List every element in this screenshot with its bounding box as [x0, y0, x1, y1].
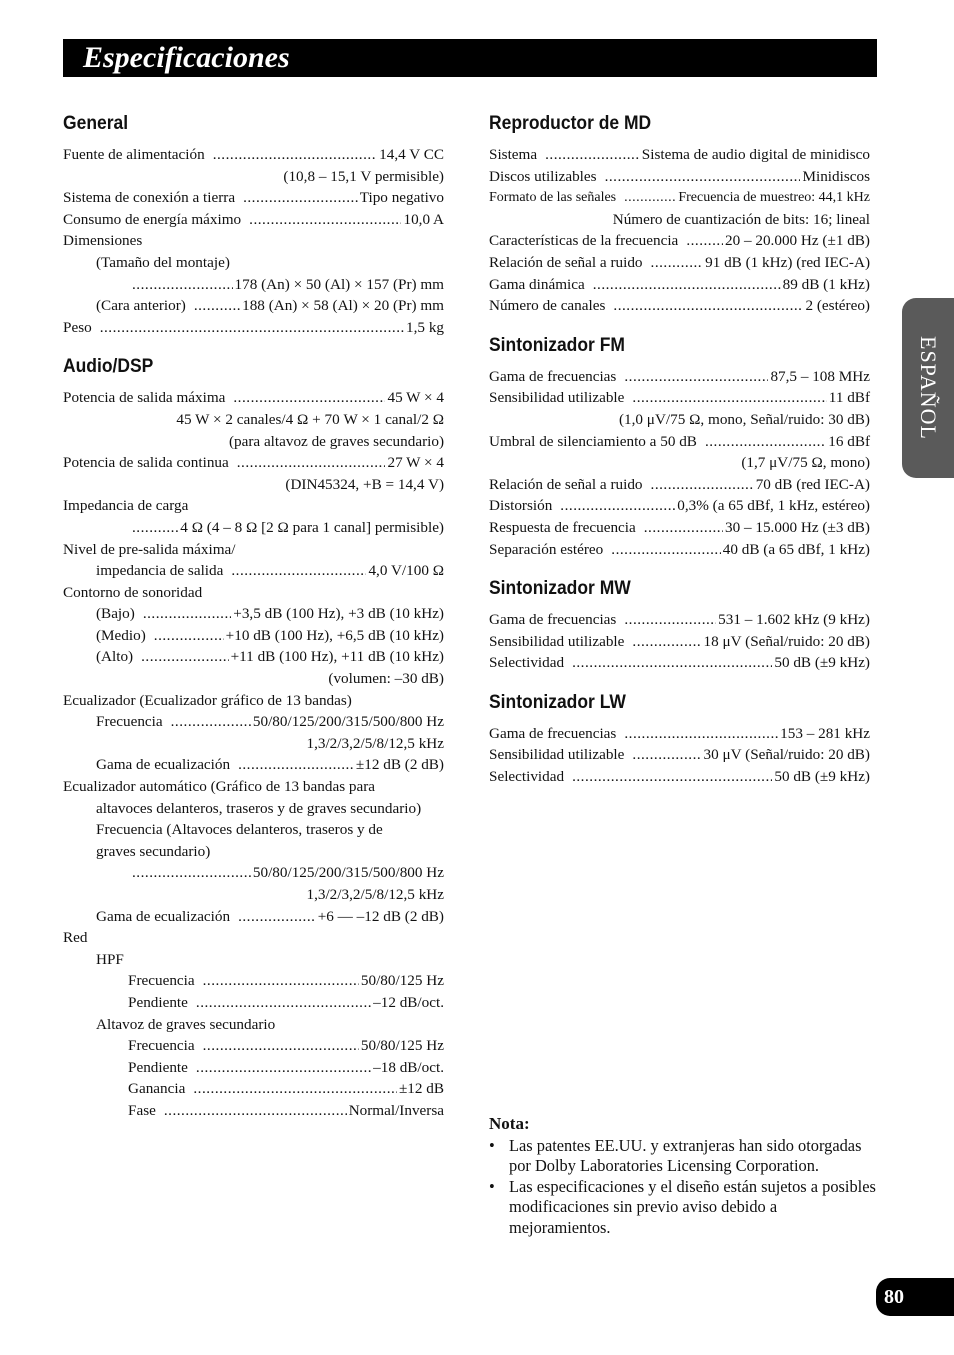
spec-continuation: (volumen: –30 dB)	[328, 670, 444, 688]
dot-leader	[154, 625, 224, 647]
spec-row	[63, 754, 444, 776]
section-title: Sintonizador LW	[489, 691, 626, 713]
spec-value: 16 dBf	[828, 432, 870, 450]
spec-label: Respuesta de frecuencia	[489, 518, 636, 536]
dot-leader	[632, 744, 701, 766]
section-title: General	[63, 113, 129, 134]
spec-row	[63, 295, 444, 317]
spec-value: +11 dB (100 Hz), +11 dB (10 kHz)	[230, 648, 444, 666]
spec-label: (Bajo)	[96, 605, 135, 623]
spec-label: Sensibilidad utilizable	[489, 632, 625, 650]
spec-value: 30 – 15.000 Hz (±3 dB)	[724, 518, 870, 536]
spec-row	[489, 366, 870, 388]
dot-leader	[171, 711, 251, 733]
spec-list	[489, 144, 870, 317]
spec-label: (Medio)	[96, 626, 146, 644]
spec-value: Tipo negativo	[359, 189, 444, 207]
dot-leader	[203, 970, 359, 992]
spec-heading: Altavoz de graves secundario	[96, 1015, 276, 1033]
dot-leader	[651, 252, 704, 274]
spec-label: Distorsión	[489, 497, 553, 515]
spec-label: Formato de las señales	[489, 190, 617, 206]
spec-heading: Ecualizador (Ecualizador gráfico de 13 bandas)	[63, 691, 352, 709]
spec-row	[489, 766, 870, 788]
spec-row	[63, 452, 444, 474]
spec-value: 87,5 – 108 MHz	[770, 367, 870, 385]
spec-heading: (Tamaño del montaje)	[96, 253, 230, 271]
spec-row	[489, 387, 870, 409]
spec-row	[489, 723, 870, 745]
spec-label: Separación estéreo	[489, 540, 604, 558]
spec-label: Pendiente	[128, 993, 188, 1011]
spec-label: Discos utilizables	[489, 167, 597, 185]
spec-value: 4,0 V/100 Ω	[368, 562, 444, 580]
spec-continuation: (1,0 μV/75 Ω, mono, Señal/ruido: 30 dB)	[618, 410, 870, 428]
spec-row	[63, 560, 444, 582]
spec-label: Número de canales	[489, 297, 606, 315]
spec-label: Relación de señal a ruido	[489, 475, 643, 493]
spec-list	[489, 366, 870, 560]
spec-value: 27 W × 4	[387, 454, 444, 472]
spec-heading: Nivel de pre-salida máxima/	[63, 540, 236, 558]
spec-value: –18 dB/oct.	[373, 1058, 444, 1076]
dot-leader	[651, 474, 754, 496]
spec-row	[489, 517, 870, 539]
spec-list	[489, 723, 870, 788]
spec-value: Sistema de audio digital de minidisco	[641, 146, 870, 163]
dot-leader	[572, 766, 772, 788]
spec-label: Umbral de silenciamiento a 50 dB	[489, 432, 697, 450]
spec-heading: Red	[63, 929, 88, 947]
spec-value: 4 Ω (4 – 8 Ω [2 Ω para 1 canal] permisible)	[180, 518, 444, 536]
spec-value: 40 dB (a 65 dBf, 1 kHz)	[722, 540, 870, 558]
spec-label: Pendiente	[128, 1058, 188, 1076]
spec-label: Fase	[128, 1101, 156, 1119]
dot-leader	[632, 387, 826, 409]
dot-leader	[164, 1100, 347, 1122]
spec-list	[63, 144, 444, 338]
spec-value: Normal/Inversa	[348, 1101, 444, 1119]
spec-label: Frecuencia	[128, 1037, 195, 1055]
note-text: Las especificaciones y el diseño están sujetos a posibles modificaciones sin previo aviso debido a mejoramientos.	[509, 1176, 876, 1237]
dot-leader	[624, 609, 716, 631]
spec-value: +6 — –12 dB (2 dB)	[317, 907, 444, 925]
spec-label: Gama dinámica	[489, 275, 585, 293]
spec-value: Minidiscos	[802, 167, 870, 185]
section-mw	[489, 577, 870, 674]
dot-leader	[611, 539, 721, 561]
spec-label: Frecuencia	[96, 713, 163, 731]
bullet-icon: •	[489, 1135, 495, 1155]
spec-label: Gama de frecuencias	[489, 367, 617, 385]
dot-leader	[132, 274, 233, 296]
spec-label: Sistema	[489, 146, 538, 163]
spec-row	[489, 187, 870, 209]
dot-leader	[572, 652, 772, 674]
language-tab-label: ESPAÑOL	[916, 336, 941, 440]
dot-leader	[194, 295, 240, 317]
spec-label: Gama de ecualización	[96, 907, 231, 925]
spec-row	[489, 144, 870, 166]
spec-value: +3,5 dB (100 Hz), +3 dB (10 kHz)	[233, 605, 444, 623]
spec-row	[489, 744, 870, 766]
spec-value: 50/80/125/200/315/500/800 Hz	[252, 713, 444, 731]
spec-row	[63, 517, 444, 539]
right-column	[489, 112, 870, 805]
dot-leader	[143, 603, 231, 625]
dot-leader	[705, 431, 826, 453]
page-number: 80	[876, 1278, 954, 1316]
spec-value: 50/80/125/200/315/500/800 Hz	[252, 864, 444, 882]
spec-heading: HPF	[96, 950, 124, 968]
left-column	[63, 112, 444, 1139]
spec-label: Consumo de energía máximo	[63, 210, 242, 228]
spec-value: –12 dB/oct.	[373, 993, 444, 1011]
spec-value: +10 dB (100 Hz), +6,5 dB (10 kHz)	[225, 626, 444, 644]
spec-label: Gama de ecualización	[96, 756, 231, 774]
spec-row	[489, 495, 870, 517]
dot-leader	[605, 166, 801, 188]
spec-continuation: 45 W × 2 canales/4 Ω + 70 W × 1 canal/2 Ω	[176, 410, 444, 428]
spec-label: Fuente de alimentación	[63, 146, 205, 163]
spec-continuation: (DIN45324, +B = 14,4 V)	[285, 475, 444, 493]
section-general	[63, 112, 444, 338]
spec-label: Ganancia	[128, 1080, 186, 1098]
dot-leader	[624, 366, 768, 388]
dot-leader	[231, 560, 366, 582]
spec-list	[489, 609, 870, 674]
spec-heading: Dimensiones	[63, 232, 143, 250]
spec-value: ±12 dB	[398, 1080, 444, 1098]
dot-leader	[233, 387, 385, 409]
spec-row	[489, 274, 870, 296]
dot-leader	[237, 452, 386, 474]
spec-label: Gama de frecuencias	[489, 611, 617, 629]
spec-value: 45 W × 4	[387, 389, 444, 407]
spec-heading: Ecualizador automático (Gráfico de 13 bandas para	[63, 778, 376, 796]
dot-leader	[196, 1057, 371, 1079]
spec-label: impedancia de salida	[96, 562, 224, 580]
spec-row	[63, 970, 444, 992]
dot-leader	[545, 144, 640, 166]
spec-value: 2 (estéreo)	[805, 297, 870, 315]
spec-row	[489, 431, 870, 453]
spec-row	[63, 862, 444, 884]
dot-leader	[632, 631, 701, 653]
spec-row	[489, 609, 870, 631]
spec-label: Sistema de conexión a tierra	[63, 189, 236, 207]
spec-continuation: (10,8 – 15,1 V permisible)	[283, 167, 444, 185]
spec-row	[63, 1057, 444, 1079]
section-title: Audio/DSP	[63, 356, 154, 378]
spec-value: 91 dB (1 kHz) (red IEC-A)	[705, 253, 870, 271]
dot-leader	[141, 646, 228, 668]
dot-leader	[243, 187, 358, 209]
note-item	[489, 1136, 879, 1177]
spec-label: Sensibilidad utilizable	[489, 389, 625, 407]
spec-heading: Contorno de sonoridad	[63, 583, 203, 601]
dot-leader	[132, 517, 178, 539]
spec-row	[63, 711, 444, 733]
language-tab	[902, 298, 954, 478]
spec-label: Peso	[63, 318, 92, 336]
spec-value: Frecuencia de muestreo: 44,1 kHz	[678, 190, 870, 206]
note-text: Las patentes EE.UU. y extranjeras han sido otorgadas por Dolby Laboratories Licensing Corporation.	[509, 1135, 862, 1176]
spec-row	[63, 625, 444, 647]
spec-row	[63, 144, 444, 166]
note-block	[489, 1114, 879, 1239]
dot-leader	[624, 723, 778, 745]
section-title: Reproductor de MD	[489, 113, 652, 134]
spec-label: Características de la frecuencia	[489, 232, 679, 250]
spec-label: Frecuencia	[128, 972, 195, 990]
spec-value: 30 μV (Señal/ruido: 20 dB)	[703, 746, 870, 764]
dot-leader	[238, 754, 354, 776]
dot-leader	[624, 187, 676, 209]
note-list	[489, 1136, 879, 1239]
spec-label: Potencia de salida máxima	[63, 389, 226, 407]
spec-label: Sensibilidad utilizable	[489, 746, 625, 764]
spec-heading: Impedancia de carga	[63, 497, 189, 515]
section-audio-dsp	[63, 355, 444, 1121]
spec-heading: altavoces delanteros, traseros y de graves secundario)	[96, 799, 422, 817]
spec-value: ±12 dB (2 dB)	[355, 756, 444, 774]
spec-row	[63, 1100, 444, 1122]
dot-leader	[132, 862, 251, 884]
spec-row	[63, 387, 444, 409]
spec-row	[63, 906, 444, 928]
dot-leader	[686, 230, 723, 252]
spec-label: (Alto)	[96, 648, 134, 666]
spec-value: 531 – 1.602 kHz (9 kHz)	[718, 611, 870, 629]
spec-row	[489, 166, 870, 188]
spec-value: 50 dB (±9 kHz)	[774, 768, 870, 786]
dot-leader	[238, 906, 316, 928]
spec-value: 50 dB (±9 kHz)	[774, 654, 870, 672]
spec-row	[63, 992, 444, 1014]
section-lw	[489, 691, 870, 788]
spec-value: 0,3% (a 65 dBf, 1 kHz, estéreo)	[677, 497, 870, 515]
section-md	[489, 112, 870, 317]
spec-row	[489, 230, 870, 252]
spec-continuation: 1,3/2/3,2/5/8/12,5 kHz	[306, 886, 444, 903]
note-title: Nota:	[489, 1114, 530, 1133]
spec-value: 11 dBf	[828, 389, 870, 407]
note-item	[489, 1177, 879, 1239]
bullet-icon: •	[489, 1176, 495, 1196]
spec-continuation: Número de cuantización de bits: 16; lineal	[612, 210, 870, 228]
spec-value: 20 – 20.000 Hz (±1 dB)	[724, 232, 870, 250]
spec-value: 153 – 281 kHz	[780, 724, 870, 742]
dot-leader	[613, 295, 803, 317]
spec-row	[63, 187, 444, 209]
dot-leader	[203, 1035, 359, 1057]
spec-label: Potencia de salida continua	[63, 454, 229, 472]
spec-row	[63, 1078, 444, 1100]
spec-row	[63, 1035, 444, 1057]
section-title: Sintonizador FM	[489, 334, 625, 356]
spec-value: 50/80/125 Hz	[360, 972, 444, 990]
spec-row	[63, 209, 444, 231]
dot-leader	[196, 992, 371, 1014]
dot-leader	[593, 274, 781, 296]
spec-value: 1,5 kg	[406, 318, 444, 336]
dot-leader	[249, 209, 401, 231]
spec-label: Relación de señal a ruido	[489, 253, 643, 271]
spec-row	[63, 603, 444, 625]
title-bar	[63, 39, 877, 77]
section-title: Sintonizador MW	[489, 578, 631, 600]
spec-continuation: (para altavoz de graves secundario)	[228, 432, 444, 450]
spec-row	[63, 274, 444, 296]
spec-value: 50/80/125 Hz	[360, 1037, 444, 1055]
spec-row	[489, 295, 870, 317]
spec-value: 70 dB (red IEC-A)	[755, 475, 870, 493]
spec-heading: graves secundario)	[96, 842, 211, 860]
spec-label: Gama de frecuencias	[489, 724, 617, 742]
dot-leader	[193, 1078, 397, 1100]
spec-value: 18 μV (Señal/ruido: 20 dB)	[703, 632, 870, 650]
spec-continuation: 1,3/2/3,2/5/8/12,5 kHz	[306, 734, 444, 752]
spec-value: 10,0 A	[403, 210, 444, 228]
spec-label: (Cara anterior)	[96, 297, 186, 315]
spec-value: 14,4 V CC	[379, 146, 444, 163]
spec-row	[489, 474, 870, 496]
spec-continuation: (1,7 μV/75 Ω, mono)	[741, 454, 870, 472]
dot-leader	[560, 495, 675, 517]
spec-value: 188 (An) × 58 (Al) × 20 (Pr) mm	[242, 297, 444, 315]
spec-heading: Frecuencia (Altavoces delanteros, traseros y de	[96, 821, 383, 839]
page-title: Especificaciones	[83, 41, 290, 74]
spec-row	[489, 652, 870, 674]
spec-value: 89 dB (1 kHz)	[782, 275, 870, 293]
section-fm	[489, 334, 870, 560]
dot-leader	[644, 517, 723, 539]
spec-label: Selectividad	[489, 654, 565, 672]
spec-row	[489, 539, 870, 561]
spec-row	[489, 252, 870, 274]
spec-label: Selectividad	[489, 768, 565, 786]
spec-list	[63, 387, 444, 1121]
spec-row	[63, 646, 444, 668]
spec-row	[489, 631, 870, 653]
dot-leader	[100, 317, 404, 339]
spec-value: 178 (An) × 50 (Al) × 157 (Pr) mm	[234, 275, 444, 293]
spec-row	[63, 317, 444, 339]
dot-leader	[213, 144, 377, 166]
